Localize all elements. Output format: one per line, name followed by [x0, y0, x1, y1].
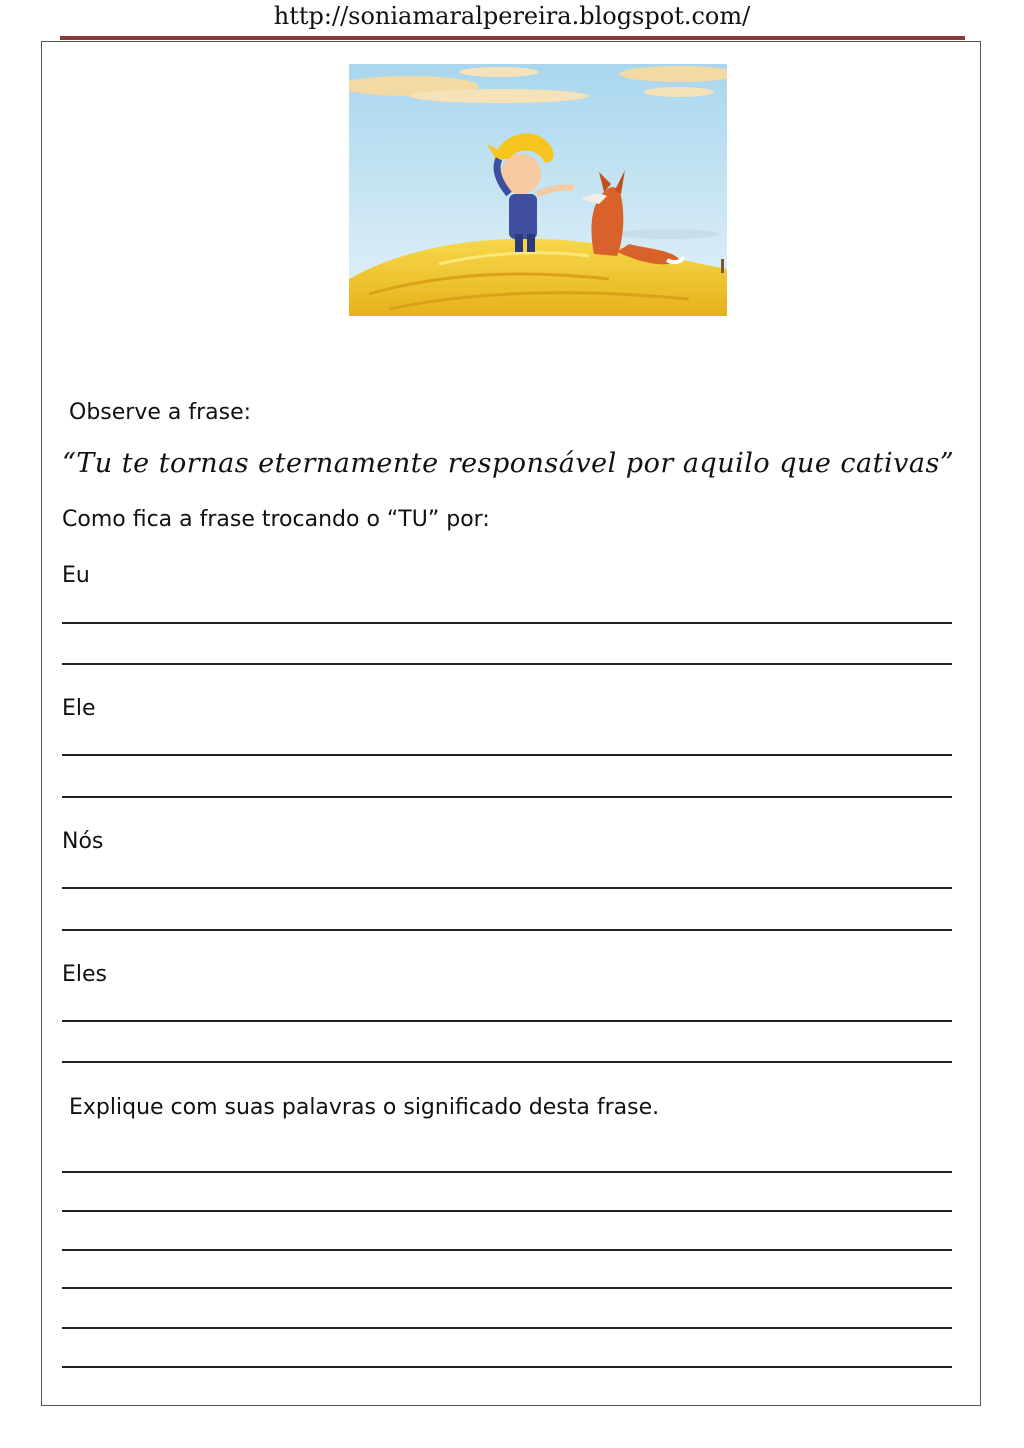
pronoun-label-ele: Ele [62, 696, 96, 721]
answer-line[interactable] [62, 1020, 952, 1022]
answer-line[interactable] [62, 1366, 952, 1368]
instruction-observe: Observe a frase: [69, 400, 252, 425]
answer-line[interactable] [62, 1061, 952, 1063]
quote-sentence: “Tu te tornas eternamente responsável por aquilo que cativas” [62, 448, 955, 479]
answer-line[interactable] [62, 1210, 952, 1212]
answer-line[interactable] [62, 1171, 952, 1173]
header-rule [60, 36, 965, 40]
answer-line[interactable] [62, 1287, 952, 1289]
header-url: http://soniamaralpereira.blogspot.com/ [273, 2, 751, 30]
answer-line[interactable] [62, 1249, 952, 1251]
instruction-explain: Explique com suas palavras o significado desta frase. [69, 1095, 660, 1120]
answer-line[interactable] [62, 1327, 952, 1329]
pronoun-label-eles: Eles [62, 962, 108, 987]
answer-line[interactable] [62, 887, 952, 889]
instruction-replace: Como fica a frase trocando o “TU” por: [62, 507, 490, 532]
answer-line[interactable] [62, 754, 952, 756]
answer-line[interactable] [62, 929, 952, 931]
answer-line[interactable] [62, 622, 952, 624]
little-prince-fox-illustration [349, 64, 727, 316]
pronoun-label-nos: Nós [62, 829, 104, 854]
pronoun-label-eu: Eu [62, 563, 90, 588]
answer-line[interactable] [62, 663, 952, 665]
answer-line[interactable] [62, 796, 952, 798]
